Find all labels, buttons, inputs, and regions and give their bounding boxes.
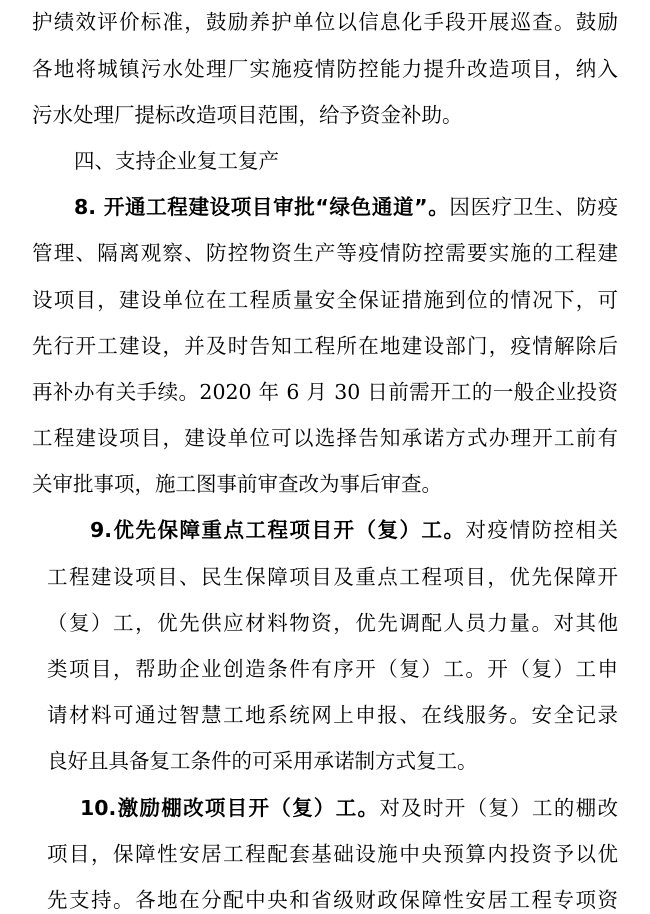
paragraph-line: 工程建设项目，建设单位可以选择告知承诺方式办理开工前有	[32, 426, 618, 450]
paragraph-line: 类项目，帮助企业创造条件有序开（复）工。开（复）工申	[47, 657, 618, 681]
paragraph-line: 请材料可通过智慧工地系统网上申报、在线服务。安全记录	[47, 703, 618, 727]
paragraph-line: 护绩效评价标准，鼓励养护单位以信息化手段开展巡查。鼓励	[32, 10, 618, 34]
paragraph-line: 先行开工建设，并及时告知工程所在地建设部门，疫情解除后	[32, 334, 618, 358]
item-9-title: 9.优先保障重点工程项目开（复）工。	[90, 518, 466, 542]
item-8-first-line	[74, 193, 618, 221]
item-8-text: 因医疗卫生、防疫	[449, 195, 618, 219]
paragraph-line: 项目，保障性安居工程配套基础设施中央预算内投资予以优	[47, 842, 618, 866]
paragraph-line: 再补办有关手续。2020 年 6 月 30 日前需开工的一般企业投资	[32, 380, 618, 404]
item-10-title: 10.激励棚改项目开（复）工。	[80, 796, 380, 820]
paragraph-line: 工程建设项目、民生保障项目及重点工程项目，优先保障开	[47, 565, 618, 589]
paragraph-line: 管理、隔离观察、防控物资生产等疫情防控需要实施的工程建	[32, 241, 618, 265]
paragraph-line: 设项目，建设单位在工程质量安全保证措施到位的情况下，可	[32, 288, 618, 312]
item-10-text: 对及时开（复）工的棚改	[379, 796, 618, 820]
item-8-title: 8. 开通工程建设项目审批“绿色通道”。	[74, 195, 450, 219]
paragraph-line: （复）工，优先供应材料物资，优先调配人员力量。对其他	[47, 611, 618, 635]
paragraph-line: 先支持。各地在分配中央和省级财政保障性安居工程专项资	[47, 888, 618, 912]
paragraph-line: 污水处理厂提标改造项目范围，给予资金补助。	[32, 103, 463, 127]
item-10-first-line	[80, 794, 618, 822]
item-9-first-line	[90, 516, 618, 544]
paragraph-line: 关审批事项，施工图事前审查改为事后审查。	[32, 472, 442, 496]
paragraph-line: 各地将城镇污水处理厂实施疫情防控能力提升改造项目，纳入	[32, 57, 618, 81]
item-9-text: 对疫情防控相关	[465, 518, 618, 542]
section-heading: 四、支持企业复工复产	[74, 149, 279, 173]
paragraph-line: 良好且具备复工条件的可采用承诺制方式复工。	[47, 749, 478, 773]
